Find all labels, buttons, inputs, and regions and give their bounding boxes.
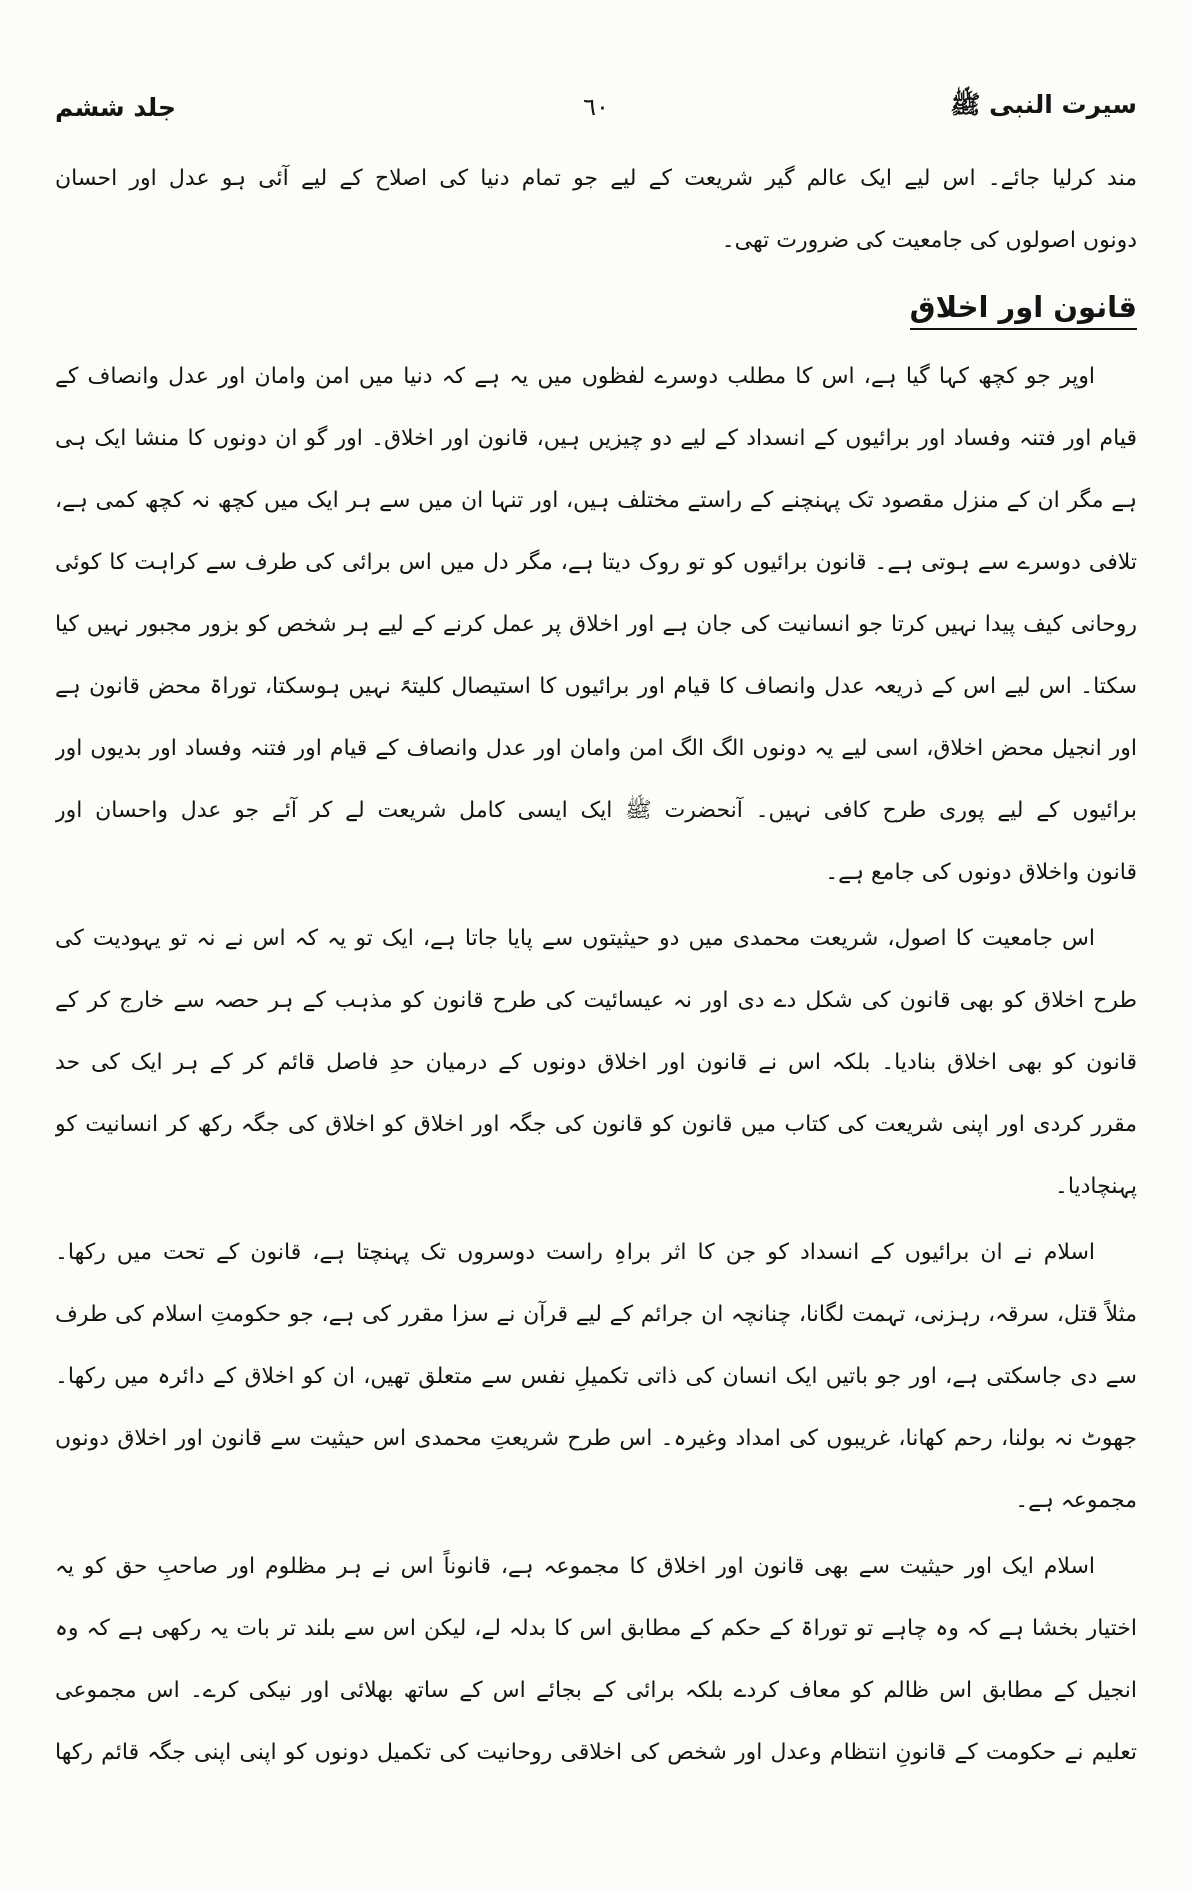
text-line: تعلیم نے حکومت کے قانونِ انتظام وعدل اور شخص کی اخلاقی روحانیت کی تکمیل دونوں کو اپنی اپنی جگہ قائم رکھا — [55, 1740, 1137, 1765]
page-number: ٦٠ — [583, 93, 609, 121]
book-title: سیرت النبی ﷺ — [950, 89, 1137, 119]
text-line: روحانی کیف پیدا نہیں کرتا جو انسانیت کی جان ہے اور اخلاق پر عمل کرنے کے لیے ہر شخص کو بزور مجبور نہیں کیا — [55, 612, 1137, 637]
text-line: مقرر کردی اور اپنی شریعت کی کتاب میں قانون کو قانون کی جگہ اور اخلاق کو اخلاق کی جگہ رکھ کر انسانیت کو — [55, 1112, 1137, 1137]
text-line: مثلاً قتل، سرقہ، رہزنی، تہمت لگانا، چنانچہ ان جرائم کے لیے قرآن نے سزا مقرر کی ہے، جو حکومتِ اسلام کی طرف — [55, 1302, 1137, 1327]
paragraph — [55, 1536, 1137, 1784]
paragraph — [55, 346, 1137, 904]
text-line: اس جامعیت کا اصول، شریعت محمدی میں دو حیثیتوں سے پایا جاتا ہے، ایک تو یہ کہ اس نے نہ تو یہودیت کی — [55, 926, 1095, 951]
section-heading-text: قانون اور اخلاق — [910, 290, 1137, 330]
text-line: پہنچادیا۔ — [1054, 1174, 1137, 1199]
paragraph — [55, 1222, 1137, 1532]
text-line: قیام اور فتنہ وفساد اور برائیوں کے انسداد کے لیے دو چیزیں ہیں، قانون اور اخلاق۔ اور گو ان دونوں کا منشا ایک ہی — [55, 426, 1137, 451]
text-line: جھوٹ نہ بولنا، رحم کھانا، غریبوں کی امداد وغیرہ۔ اس طرح شریعتِ محمدی اس حیثیت سے قانون اور اخلاق دونوں — [55, 1426, 1137, 1451]
text-line: اور انجیل محض اخلاق، اسی لیے یہ دونوں الگ الگ امن وامان اور عدل وانصاف کے قیام اور فتنہ وفساد اور بدیوں اور — [55, 736, 1137, 761]
text-line: اسلام ایک اور حیثیت سے بھی قانون اور اخلاق کا مجموعہ ہے، قانوناً اس نے ہر مظلوم اور صاحبِ حق کو یہ — [55, 1554, 1095, 1579]
text-line: اختیار بخشا ہے کہ وہ چاہے تو توراۃ کے حکم کے مطابق اس کا بدلہ لے، لیکن اس سے بلند تر بات یہ رکھی ہے کہ وہ — [55, 1616, 1137, 1641]
text-line: انجیل کے مطابق اس ظالم کو معاف کردے بلکہ برائی کے بجائے اس کے ساتھ بھلائی اور نیکی کرے۔ اس مجموعی — [55, 1678, 1137, 1703]
text-line: قانون واخلاق دونوں کی جامع ہے۔ — [825, 860, 1137, 885]
text-line: سے دی جاسکتی ہے، اور جو باتیں ایک انسان کی ذاتی تکمیلِ نفس سے متعلق تھیں، ان کو اخلاق کے دائرہ میں رکھا۔ — [55, 1364, 1137, 1389]
paragraph — [55, 908, 1137, 1218]
section-heading — [55, 272, 1137, 342]
text-line: ہے مگر ان کے منزل مقصود تک پہنچنے کے راستے مختلف ہیں، اور تنہا ان میں سے ہر ایک میں کچھ نہ کچھ کمی ہے، — [55, 488, 1137, 513]
text-line: سکتا۔ اس لیے اس کے ذریعہ عدل وانصاف کا قیام اور برائیوں کا استیصال کلیتہً نہیں ہوسکتا، توراۃ محض قانون ہے — [55, 674, 1137, 699]
volume-label: جلد ششم — [55, 92, 176, 122]
text-line: طرح اخلاق کو بھی قانون کی شکل دے دی اور نہ عیسائیت کی طرح قانون کو مذہب کے ہر حصہ سے خارج کر کے — [55, 988, 1137, 1013]
page-body — [55, 148, 1137, 1784]
text-line: مند کرلیا جائے۔ اس لیے ایک عالم گیر شریعت کے لیے جو تمام دنیا کی اصلاح کے لیے آئی ہو عدل اور احسان — [55, 166, 1137, 191]
text-line: دونوں اصولوں کی جامعیت کی ضرورت تھی۔ — [721, 228, 1137, 253]
text-line: اوپر جو کچھ کہا گیا ہے، اس کا مطلب دوسرے لفظوں میں یہ ہے کہ دنیا میں امن وامان اور عدل وانصاف کے — [55, 364, 1095, 389]
text-line: برائیوں کے لیے پوری طرح کافی نہیں۔ آنحضرت ﷺ ایک ایسی کامل شریعت لے کر آئے جو عدل واحسان اور — [55, 798, 1137, 823]
continued-paragraph — [55, 148, 1137, 272]
text-line: مجموعہ ہے۔ — [1015, 1488, 1137, 1513]
text-line: تلافی دوسرے سے ہوتی ہے۔ قانون برائیوں کو تو روک دیتا ہے، مگر دل میں اس برائی کی طرف سے کراہت کا کوئی — [55, 550, 1137, 575]
text-line: قانون کو بھی اخلاق بنادیا۔ بلکہ اس نے قانون اور اخلاق دونوں کے درمیان حدِ فاصل قائم کر کے ہر ایک کی حد — [55, 1050, 1137, 1075]
text-line: اسلام نے ان برائیوں کے انسداد کو جن کا اثر براہِ راست دوسروں تک پہنچتا ہے، قانون کے تحت میں رکھا۔ — [55, 1240, 1095, 1265]
running-header — [55, 82, 1137, 132]
